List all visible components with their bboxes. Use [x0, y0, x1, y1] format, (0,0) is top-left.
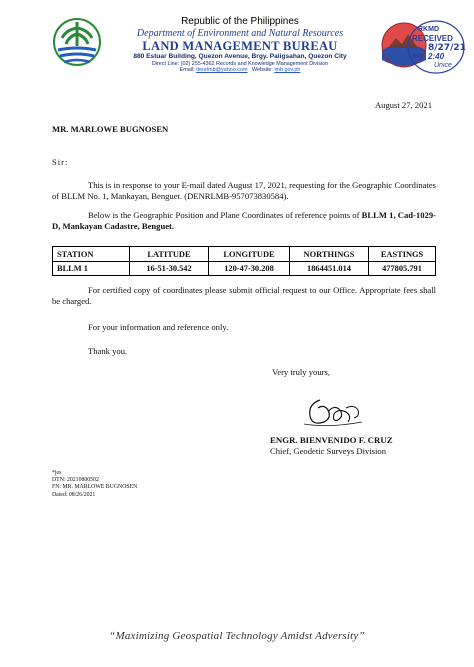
website-label: Website:	[251, 67, 273, 74]
cell-longitude: 120-47-30.208	[209, 262, 290, 276]
ref-fn: FN: MR. MARLOWE BUGNOSEN	[52, 484, 138, 491]
direct-line-text: Direct Line: (02) 255-4362 Records and Knowledge Management Division	[151, 60, 329, 67]
website-link[interactable]: lmb.gov.ph	[274, 67, 301, 74]
paragraph-1	[52, 180, 436, 201]
signatory-title: Chief, Geodetic Surveys Division	[270, 446, 386, 456]
stamp-by: Unice	[434, 62, 452, 69]
paragraph-5	[52, 346, 127, 356]
letter-date: August 27, 2021	[374, 100, 432, 110]
paragraph-5-text: Thank you.	[88, 346, 128, 356]
stamp-line2: RECEIVED	[412, 34, 453, 43]
cell-northings: 1864451.014	[290, 262, 369, 276]
paragraph-2	[52, 210, 436, 231]
coordinates-table	[52, 246, 436, 276]
email-label: Email:	[179, 67, 195, 74]
table-header-row	[53, 247, 436, 262]
stamp-date: 8/27/21	[428, 43, 466, 53]
stamp-time-label: TIME	[412, 54, 424, 60]
department-text: Department of Environment and Natural Resources	[136, 27, 344, 39]
address-text: 880 Estuar Building, Quezon Avenue, Brgy. Paligsahan, Quezon City	[133, 53, 347, 61]
cell-latitude: 16-51-30.542	[130, 262, 209, 276]
ref-dtn: DTN: 20210800502	[52, 477, 99, 484]
header-longitude: LONGITUDE	[209, 247, 290, 262]
reference-block	[52, 470, 137, 499]
cell-station: BLLM 1	[53, 262, 130, 276]
ref-initials: *jes	[52, 470, 62, 476]
header-eastings: EASTINGS	[369, 247, 436, 262]
republic-text: Republic of the Philippines	[181, 16, 299, 27]
table-row	[53, 262, 436, 276]
addressee: MR. MARLOWE BUGNOSEN	[52, 124, 169, 134]
paragraph-2-bold: BLLM 1, Cad-1029-D, Mankayan Cadastre, Benguet.	[52, 210, 436, 231]
paragraph-3-text: For certified copy of coordinates please submit official request to our Office. Appropriate fees shall be charged.	[52, 285, 436, 306]
header-station: STATION	[53, 247, 130, 262]
paragraph-4-text: For your information and reference only.	[88, 322, 229, 332]
cell-eastings: 477805.791	[369, 262, 436, 276]
stamp-time: 2:40	[428, 52, 445, 61]
closing: Very truly yours,	[272, 367, 330, 377]
received-stamp	[406, 18, 466, 76]
ref-dated: Dated: 08/26/2021	[52, 491, 96, 498]
email-link[interactable]: denrlmb@yahoo.com	[196, 67, 248, 74]
paragraph-4	[52, 322, 228, 332]
paragraph-1-text: This is in response to your E-mail dated August 17, 2021, requesting for the Geographic Coordinates of BLLM No. 1, Mankayan, Benguet. (DENRLMB-957073830584).	[52, 180, 436, 201]
signatory-name: ENGR. BIENVENIDO F. CRUZ	[270, 435, 393, 445]
lmb-logo	[52, 16, 102, 68]
letterhead	[110, 16, 370, 73]
paragraph-3	[52, 285, 436, 306]
signature-icon	[300, 394, 368, 430]
header-latitude: LATITUDE	[130, 247, 209, 262]
footer-motto: “Maximizing Geospatial Technology Amidst Adversity”	[109, 630, 365, 642]
contact-line	[110, 67, 370, 73]
salutation: Sir:	[52, 157, 69, 167]
paragraph-2-text: Below is the Geographic Position and Plane Coordinates of reference points of	[88, 210, 360, 220]
bureau-title: LAND MANAGEMENT BUREAU	[142, 39, 338, 53]
stamp-line1: RKMD	[418, 26, 439, 33]
header-northings: NORTHINGS	[290, 247, 369, 262]
